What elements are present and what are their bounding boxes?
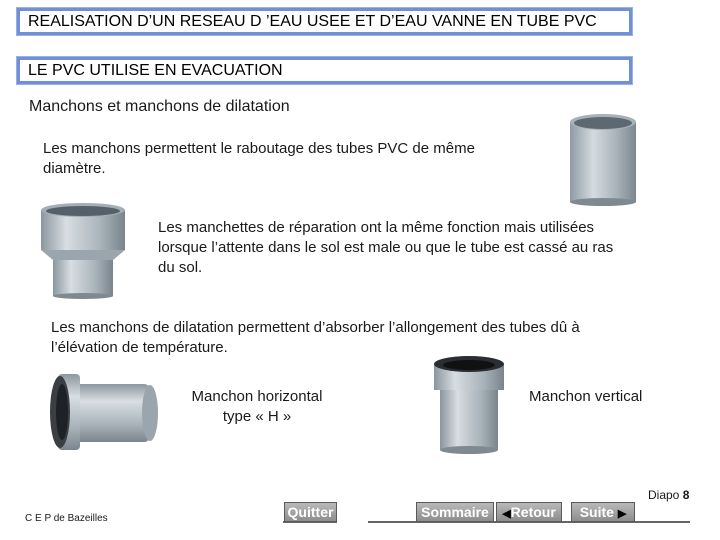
- summary-label: Sommaire: [421, 504, 489, 520]
- manchon-vertical-image: [428, 354, 510, 458]
- section-heading: Manchons et manchons de dilatation: [29, 98, 290, 115]
- paragraph-line: Les manchettes de réparation ont la même fonction mais utilisées: [158, 219, 595, 236]
- paragraph-line: diamètre.: [43, 160, 106, 177]
- caption-vertical: Manchon vertical: [529, 388, 643, 405]
- diapo-number: 8: [682, 488, 690, 502]
- manchette-image: [37, 200, 131, 300]
- back-label: Retour: [510, 504, 556, 520]
- paragraph-manchettes: [158, 218, 613, 278]
- right-triangle-icon: ▶: [617, 508, 627, 520]
- paragraph-line: Les manchons de dilatation permettent d’absorber l’allongement des tubes dû à: [51, 319, 580, 336]
- manchon-image: [562, 108, 648, 208]
- paragraph-line: Les manchons permettent le raboutage des tubes PVC de même: [43, 140, 475, 157]
- next-button[interactable]: [571, 502, 635, 522]
- paragraph-manchons: [43, 139, 475, 179]
- caption-horizontal: [186, 387, 328, 427]
- back-button[interactable]: [496, 502, 562, 522]
- next-label: Suite: [579, 504, 614, 520]
- slide-title-banner: [17, 8, 632, 35]
- school-name: C E P de Bazeilles: [25, 513, 108, 524]
- slide-title: REALISATION D’UN RESEAU D ’EAU USEE ET D’EAU VANNE EN TUBE PVC: [28, 13, 597, 30]
- paragraph-dilatation: [51, 318, 580, 358]
- slide-number: [648, 487, 689, 503]
- paragraph-line: l’élévation de température.: [51, 339, 228, 356]
- caption-line: Manchon horizontal: [191, 388, 323, 405]
- quit-label: Quitter: [287, 504, 334, 520]
- slide-subtitle-banner: [17, 57, 632, 84]
- summary-button[interactable]: [416, 502, 494, 522]
- quit-button[interactable]: [284, 502, 337, 522]
- manchon-horizontal-image: [46, 366, 164, 456]
- slide-subtitle: LE PVC UTILISE EN EVACUATION: [28, 62, 283, 79]
- caption-line: type « H »: [222, 408, 292, 425]
- diapo-label: Diapo: [648, 488, 680, 502]
- left-triangle-icon: ◀: [502, 508, 511, 520]
- paragraph-line: du sol.: [158, 259, 203, 276]
- paragraph-line: lorsque l’attente dans le sol est male ou que le tube est cassé au ras: [158, 239, 614, 256]
